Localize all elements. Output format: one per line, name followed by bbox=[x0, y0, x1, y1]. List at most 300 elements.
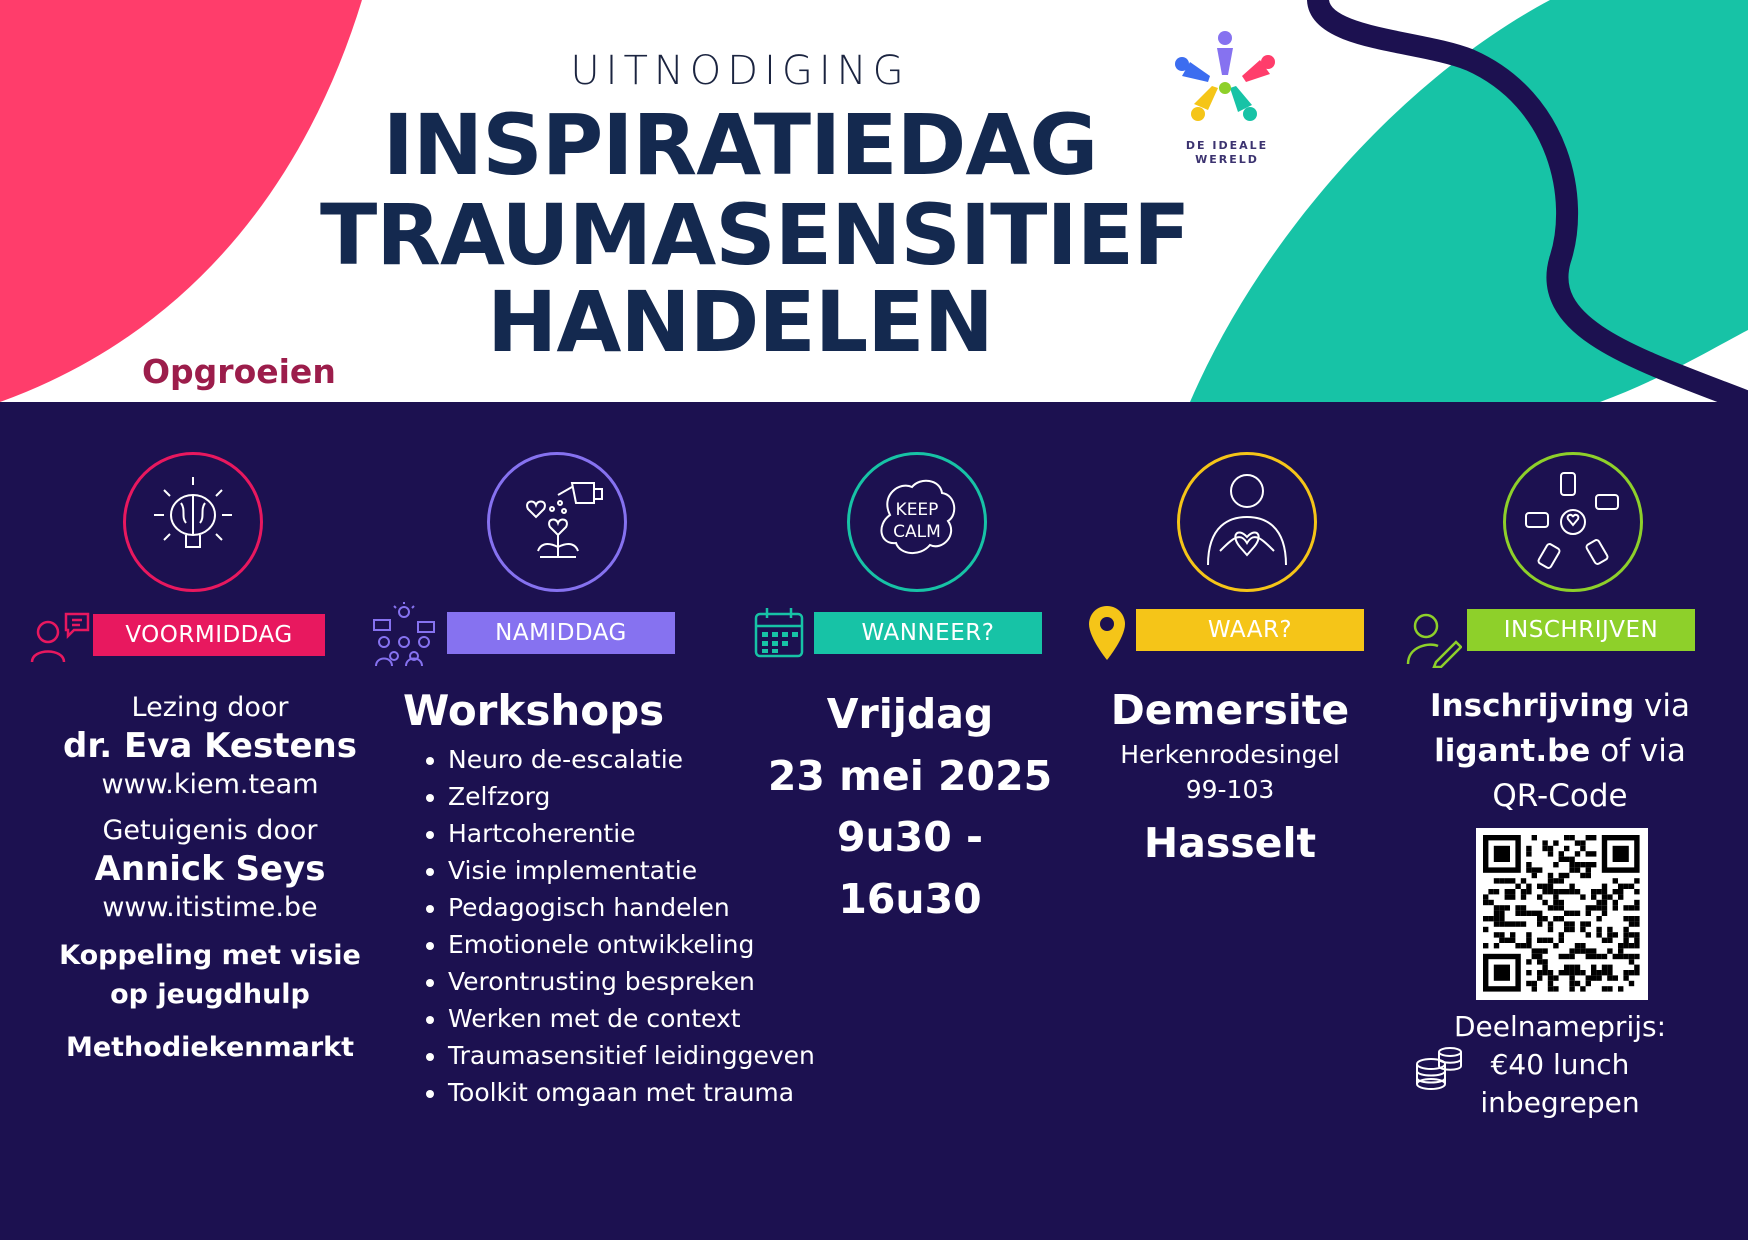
qr-module bbox=[1613, 889, 1618, 894]
qr-module bbox=[1602, 894, 1607, 899]
qr-module bbox=[1569, 911, 1574, 916]
qr-module bbox=[1532, 911, 1537, 916]
qr-module bbox=[1613, 954, 1618, 959]
qr-module bbox=[1634, 954, 1639, 959]
qr-module bbox=[1591, 835, 1596, 840]
price-line-2: €40 lunch bbox=[1490, 1047, 1630, 1081]
qr-module bbox=[1602, 970, 1607, 975]
qr-module bbox=[1634, 932, 1639, 937]
qr-module bbox=[1526, 959, 1531, 964]
qr-module bbox=[1591, 894, 1596, 899]
qr-module bbox=[1559, 873, 1564, 878]
qr-module bbox=[1548, 873, 1553, 878]
qr-module bbox=[1521, 905, 1526, 910]
qr-module bbox=[1580, 986, 1585, 991]
qr-module bbox=[1602, 965, 1607, 970]
qr-module bbox=[1586, 835, 1591, 840]
qr-module bbox=[1526, 867, 1531, 872]
qr-module bbox=[1618, 954, 1623, 959]
qr-module bbox=[1532, 867, 1537, 872]
workshop-item: • Toolkit omgaan met trauma bbox=[448, 1074, 815, 1111]
qr-module bbox=[1591, 905, 1596, 910]
qr-module bbox=[1634, 900, 1639, 905]
workshop-item: • Emotionele ontwikkeling bbox=[448, 926, 815, 963]
qr-module bbox=[1586, 905, 1591, 910]
qr-module bbox=[1613, 932, 1618, 937]
waar-content bbox=[1080, 684, 1380, 875]
title-line-2: TRAUMASENSITIEF bbox=[320, 186, 1190, 284]
qr-module bbox=[1499, 905, 1504, 910]
qr-module bbox=[1602, 884, 1607, 889]
inschrijven-content bbox=[1400, 684, 1720, 819]
qr-module bbox=[1596, 954, 1601, 959]
qr-module bbox=[1559, 857, 1564, 862]
qr-module bbox=[1515, 884, 1520, 889]
qr-module bbox=[1569, 857, 1574, 862]
qr-module bbox=[1532, 981, 1537, 986]
qr-module bbox=[1526, 938, 1531, 943]
qr-module bbox=[1548, 884, 1553, 889]
qr-module bbox=[1634, 889, 1639, 894]
qr-module bbox=[1553, 975, 1558, 980]
voormiddag-label: VOORMIDDAG bbox=[93, 614, 325, 656]
qr-module bbox=[1586, 954, 1591, 959]
group-discussion-icon bbox=[372, 602, 436, 668]
qr-module bbox=[1564, 965, 1569, 970]
qr-module bbox=[1494, 943, 1499, 948]
qr-module bbox=[1629, 932, 1634, 937]
qr-module bbox=[1586, 975, 1591, 980]
qr-code[interactable] bbox=[1476, 828, 1648, 1000]
qr-module bbox=[1537, 911, 1542, 916]
qr-module bbox=[1505, 894, 1510, 899]
qr-module bbox=[1515, 921, 1520, 926]
qr-module bbox=[1559, 905, 1564, 910]
qr-module bbox=[1629, 970, 1634, 975]
qr-finder-pattern bbox=[1494, 965, 1510, 981]
qr-module bbox=[1623, 916, 1628, 921]
qr-module bbox=[1548, 921, 1553, 926]
qr-module bbox=[1580, 943, 1585, 948]
qr-module bbox=[1586, 851, 1591, 856]
qr-module bbox=[1532, 954, 1537, 959]
watering-can-icon bbox=[487, 452, 627, 592]
de-ideale-wereld-logo bbox=[1170, 30, 1280, 130]
qr-module bbox=[1602, 986, 1607, 991]
qr-module bbox=[1526, 970, 1531, 975]
qr-module bbox=[1510, 894, 1515, 899]
qr-module bbox=[1575, 851, 1580, 856]
qr-module bbox=[1618, 894, 1623, 899]
qr-module bbox=[1483, 900, 1488, 905]
qr-module bbox=[1494, 878, 1499, 883]
qr-module bbox=[1580, 894, 1585, 899]
qr-module bbox=[1613, 878, 1618, 883]
qr-module bbox=[1569, 965, 1574, 970]
qr-module bbox=[1494, 921, 1499, 926]
qr-module bbox=[1532, 986, 1537, 991]
qr-module bbox=[1488, 900, 1493, 905]
qr-module bbox=[1526, 943, 1531, 948]
qr-module bbox=[1537, 938, 1542, 943]
voormiddag-content bbox=[40, 692, 380, 1067]
qr-module bbox=[1537, 970, 1542, 975]
qr-module bbox=[1569, 948, 1574, 953]
qr-module bbox=[1526, 862, 1531, 867]
workshops-block bbox=[403, 686, 815, 1111]
price-line-3: inbegrepen bbox=[1480, 1085, 1640, 1119]
qr-module bbox=[1553, 840, 1558, 845]
qr-module bbox=[1548, 981, 1553, 986]
qr-module bbox=[1607, 970, 1612, 975]
qr-module bbox=[1629, 981, 1634, 986]
qr-module bbox=[1537, 884, 1542, 889]
qr-module bbox=[1634, 970, 1639, 975]
qr-module bbox=[1575, 911, 1580, 916]
qr-module bbox=[1564, 954, 1569, 959]
qr-module bbox=[1602, 954, 1607, 959]
qr-module bbox=[1613, 905, 1618, 910]
qr-module bbox=[1559, 851, 1564, 856]
qr-module bbox=[1548, 878, 1553, 883]
qr-module bbox=[1623, 975, 1628, 980]
inschrijven-label: INSCHRIJVEN bbox=[1467, 609, 1695, 651]
qr-module bbox=[1580, 840, 1585, 845]
qr-module bbox=[1575, 970, 1580, 975]
logo-text-line-2: WERELD bbox=[1195, 153, 1259, 166]
qr-module bbox=[1618, 986, 1623, 991]
qr-module bbox=[1515, 905, 1520, 910]
qr-module bbox=[1499, 938, 1504, 943]
workshop-item: • Hartcoherentie bbox=[448, 815, 815, 852]
qr-module bbox=[1548, 975, 1553, 980]
qr-module bbox=[1542, 846, 1547, 851]
qr-module bbox=[1613, 900, 1618, 905]
qr-module bbox=[1591, 965, 1596, 970]
event-time: 9u30 - 16u30 bbox=[836, 813, 984, 923]
price-line-1: Deelnameprijs: bbox=[1453, 1010, 1667, 1043]
qr-module bbox=[1607, 938, 1612, 943]
title-line-1: INSPIRATIEDAG bbox=[382, 96, 1098, 194]
qr-module bbox=[1634, 921, 1639, 926]
qr-module bbox=[1494, 932, 1499, 937]
qr-module bbox=[1591, 889, 1596, 894]
qr-module bbox=[1505, 938, 1510, 943]
qr-module bbox=[1591, 970, 1596, 975]
location-pin-icon bbox=[1087, 604, 1127, 662]
qr-module bbox=[1510, 932, 1515, 937]
price-content bbox=[1450, 1008, 1670, 1121]
qr-module bbox=[1618, 884, 1623, 889]
qr-module bbox=[1629, 884, 1634, 889]
qr-module bbox=[1548, 851, 1553, 856]
qr-module bbox=[1569, 975, 1574, 980]
qr-module bbox=[1623, 932, 1628, 937]
qr-module bbox=[1553, 894, 1558, 899]
qr-module bbox=[1532, 873, 1537, 878]
qr-module bbox=[1537, 954, 1542, 959]
qr-module bbox=[1580, 948, 1585, 953]
qr-module bbox=[1634, 965, 1639, 970]
qr-module bbox=[1596, 975, 1601, 980]
qr-module bbox=[1607, 894, 1612, 899]
qr-module bbox=[1542, 900, 1547, 905]
qr-module bbox=[1548, 986, 1553, 991]
qr-module bbox=[1569, 986, 1574, 991]
qr-module bbox=[1596, 916, 1601, 921]
qr-module bbox=[1505, 889, 1510, 894]
workshop-item: • Pedagogisch handelen bbox=[448, 889, 815, 926]
qr-module bbox=[1596, 927, 1601, 932]
qr-module bbox=[1526, 846, 1531, 851]
qr-module bbox=[1634, 916, 1639, 921]
qr-module bbox=[1586, 873, 1591, 878]
qr-module bbox=[1537, 959, 1542, 964]
logo-text-line-1: DE IDEALE bbox=[1185, 139, 1269, 152]
qr-module bbox=[1580, 873, 1585, 878]
qr-module bbox=[1548, 905, 1553, 910]
qr-module bbox=[1564, 911, 1569, 916]
qr-module bbox=[1553, 889, 1558, 894]
qr-module bbox=[1559, 916, 1564, 921]
qr-module bbox=[1618, 948, 1623, 953]
qr-module bbox=[1526, 911, 1531, 916]
qr-module bbox=[1537, 867, 1542, 872]
qr-module bbox=[1575, 862, 1580, 867]
qr-module bbox=[1564, 857, 1569, 862]
qr-module bbox=[1559, 900, 1564, 905]
qr-module bbox=[1499, 878, 1504, 883]
keep-text: KEEP bbox=[895, 500, 939, 520]
qr-module bbox=[1575, 840, 1580, 845]
qr-module bbox=[1559, 954, 1564, 959]
qr-module bbox=[1623, 954, 1628, 959]
qr-module bbox=[1548, 927, 1553, 932]
qr-module bbox=[1510, 921, 1515, 926]
qr-module bbox=[1580, 846, 1585, 851]
qr-module bbox=[1591, 862, 1596, 867]
qr-module bbox=[1618, 889, 1623, 894]
qr-module bbox=[1602, 911, 1607, 916]
qr-module bbox=[1591, 948, 1596, 953]
registration-line-2 bbox=[1400, 729, 1720, 774]
qr-module bbox=[1542, 970, 1547, 975]
qr-module bbox=[1629, 916, 1634, 921]
venue-name: Demersite bbox=[1110, 686, 1350, 734]
qr-module bbox=[1602, 889, 1607, 894]
koppeling-line-1: Koppeling met visie bbox=[59, 939, 361, 971]
wanneer-content bbox=[760, 684, 1060, 930]
qr-module bbox=[1607, 965, 1612, 970]
keep-calm-icon bbox=[847, 452, 987, 592]
qr-module bbox=[1586, 911, 1591, 916]
qr-module bbox=[1553, 986, 1558, 991]
qr-module bbox=[1564, 889, 1569, 894]
qr-module bbox=[1575, 981, 1580, 986]
qr-module bbox=[1607, 932, 1612, 937]
qr-module bbox=[1537, 916, 1542, 921]
brain-icon bbox=[123, 452, 263, 592]
qr-module bbox=[1542, 959, 1547, 964]
qr-module bbox=[1623, 884, 1628, 889]
qr-module bbox=[1575, 948, 1580, 953]
qr-module bbox=[1526, 932, 1531, 937]
workshop-item: • Zelfzorg bbox=[448, 778, 815, 815]
qr-module bbox=[1553, 943, 1558, 948]
calm-text: CALM bbox=[893, 522, 941, 542]
speaker-1-website[interactable]: www.kiem.team bbox=[101, 768, 319, 800]
qr-module bbox=[1575, 943, 1580, 948]
qr-module bbox=[1537, 921, 1542, 926]
qr-module bbox=[1542, 840, 1547, 845]
qr-module bbox=[1586, 921, 1591, 926]
qr-module bbox=[1607, 927, 1612, 932]
qr-module bbox=[1553, 900, 1558, 905]
qr-module bbox=[1634, 938, 1639, 943]
qr-module bbox=[1499, 911, 1504, 916]
qr-module bbox=[1623, 938, 1628, 943]
qr-module bbox=[1564, 927, 1569, 932]
lezing-label: Lezing door bbox=[131, 692, 289, 723]
qr-module bbox=[1607, 948, 1612, 953]
methodiekenmarkt: Methodiekenmarkt bbox=[65, 1032, 355, 1064]
qr-module bbox=[1591, 851, 1596, 856]
wanneer-label: WANNEER? bbox=[814, 612, 1042, 654]
event-day: Vrijdag bbox=[826, 690, 994, 738]
workshop-item: • Werken met de context bbox=[448, 1000, 815, 1037]
qr-module bbox=[1510, 878, 1515, 883]
registration-rest-2: of via bbox=[1590, 732, 1686, 769]
qr-module bbox=[1564, 846, 1569, 851]
qr-module bbox=[1548, 889, 1553, 894]
qr-module bbox=[1564, 970, 1569, 975]
qr-module bbox=[1521, 894, 1526, 899]
qr-module bbox=[1602, 938, 1607, 943]
qr-module bbox=[1580, 862, 1585, 867]
qr-module bbox=[1613, 975, 1618, 980]
speaker-1-name: dr. Eva Kestens bbox=[63, 726, 357, 767]
qr-module bbox=[1548, 938, 1553, 943]
workshop-item: • Visie implementatie bbox=[448, 852, 815, 889]
qr-module bbox=[1548, 846, 1553, 851]
speaker-2-name: Annick Seys bbox=[94, 849, 326, 890]
qr-module bbox=[1586, 948, 1591, 953]
qr-module bbox=[1532, 835, 1537, 840]
qr-module bbox=[1623, 970, 1628, 975]
qr-module bbox=[1607, 986, 1612, 991]
qr-module bbox=[1569, 889, 1574, 894]
registration-rest-1: via bbox=[1634, 688, 1690, 724]
qr-module bbox=[1510, 938, 1515, 943]
qr-module bbox=[1548, 970, 1553, 975]
qr-module bbox=[1564, 835, 1569, 840]
qr-module bbox=[1494, 916, 1499, 921]
qr-module bbox=[1634, 943, 1639, 948]
qr-module bbox=[1575, 965, 1580, 970]
qr-module bbox=[1521, 878, 1526, 883]
qr-module bbox=[1526, 889, 1531, 894]
qr-module bbox=[1494, 889, 1499, 894]
venue-city: Hasselt bbox=[1143, 819, 1317, 868]
qr-module bbox=[1596, 900, 1601, 905]
qr-finder-pattern bbox=[1494, 846, 1510, 862]
qr-module bbox=[1575, 867, 1580, 872]
qr-module bbox=[1488, 916, 1493, 921]
qr-module bbox=[1564, 873, 1569, 878]
qr-module bbox=[1559, 889, 1564, 894]
qr-module bbox=[1537, 894, 1542, 899]
qr-module bbox=[1542, 948, 1547, 953]
qr-module bbox=[1521, 943, 1526, 948]
qr-module bbox=[1553, 916, 1558, 921]
qr-module bbox=[1483, 943, 1488, 948]
qr-module bbox=[1596, 905, 1601, 910]
qr-module bbox=[1559, 932, 1564, 937]
workshop-item: • Verontrusting bespreken bbox=[448, 963, 815, 1000]
speaker-2-website[interactable]: www.itistime.be bbox=[102, 891, 318, 923]
qr-module bbox=[1521, 921, 1526, 926]
qr-module bbox=[1553, 878, 1558, 883]
qr-module bbox=[1494, 905, 1499, 910]
qr-module bbox=[1569, 835, 1574, 840]
qr-module bbox=[1532, 948, 1537, 953]
qr-module bbox=[1623, 927, 1628, 932]
koppeling-line-2: op jeugdhulp bbox=[110, 979, 310, 1011]
registration-link[interactable]: ligant.be bbox=[1434, 732, 1591, 769]
qr-module bbox=[1586, 867, 1591, 872]
qr-module bbox=[1526, 884, 1531, 889]
venue-number: 99-103 bbox=[1185, 775, 1275, 805]
qr-module bbox=[1596, 889, 1601, 894]
qr-module bbox=[1569, 921, 1574, 926]
registration-bold-1: Inschrijving bbox=[1430, 688, 1635, 724]
qr-code-pattern bbox=[1476, 828, 1648, 1000]
venue-street: Herkenrodesingel bbox=[1120, 740, 1340, 770]
workshops-title: Workshops bbox=[403, 686, 665, 735]
registration-line-1 bbox=[1400, 684, 1720, 729]
qr-module bbox=[1499, 921, 1504, 926]
qr-module bbox=[1596, 932, 1601, 937]
qr-module bbox=[1515, 943, 1520, 948]
qr-module bbox=[1483, 916, 1488, 921]
waar-label: WAAR? bbox=[1136, 609, 1364, 651]
qr-module bbox=[1553, 862, 1558, 867]
speaker-chat-icon bbox=[30, 610, 90, 664]
registration-line-3: QR-Code bbox=[1492, 777, 1628, 814]
qr-finder-pattern bbox=[1613, 846, 1629, 862]
qr-module bbox=[1488, 889, 1493, 894]
qr-module bbox=[1634, 905, 1639, 910]
hands-together-icon bbox=[1503, 452, 1643, 592]
qr-module bbox=[1569, 884, 1574, 889]
qr-module bbox=[1602, 905, 1607, 910]
qr-module bbox=[1629, 959, 1634, 964]
qr-module bbox=[1629, 943, 1634, 948]
qr-module bbox=[1580, 927, 1585, 932]
title-line-3: HANDELEN bbox=[487, 273, 993, 371]
qr-module bbox=[1580, 921, 1585, 926]
namiddag-label: NAMIDDAG bbox=[447, 612, 675, 654]
qr-module bbox=[1542, 965, 1547, 970]
qr-module bbox=[1596, 970, 1601, 975]
qr-module bbox=[1564, 921, 1569, 926]
qr-module bbox=[1586, 981, 1591, 986]
qr-module bbox=[1569, 867, 1574, 872]
qr-module bbox=[1542, 889, 1547, 894]
qr-module bbox=[1499, 932, 1504, 937]
workshops-list bbox=[403, 741, 815, 1111]
qr-module bbox=[1586, 862, 1591, 867]
